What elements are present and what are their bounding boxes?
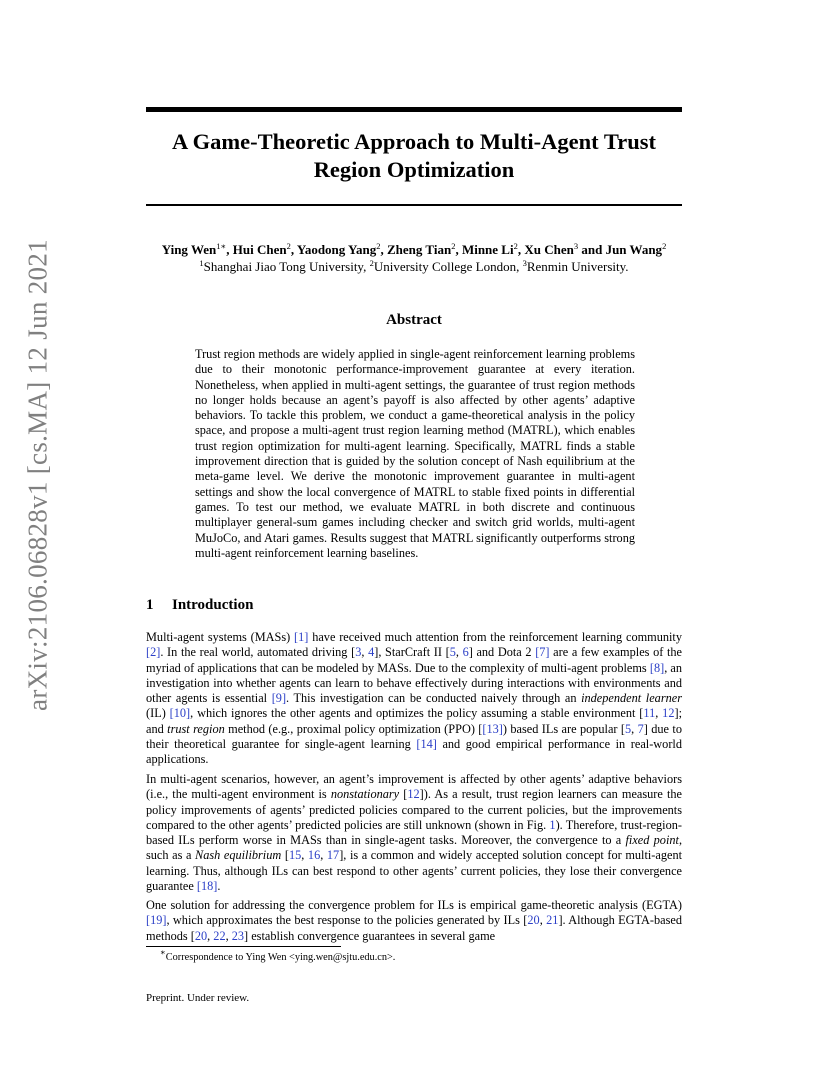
- figure-link[interactable]: 1: [549, 817, 556, 832]
- citation-link[interactable]: 21: [546, 913, 559, 928]
- emphasis: nonstationary: [330, 787, 400, 802]
- author-list: Ying Wen$^{1∗}$, Hui Chen$^2$, Yaodong Yang$^2$, Zheng Tian$^2$, Minne Li$^2$, Xu Chen$^3$ and Jun Wang$^2$: [161, 241, 667, 257]
- section-title: Introduction: [172, 597, 254, 613]
- citation-link[interactable]: [7]: [535, 645, 550, 660]
- citation-link[interactable]: [14]: [416, 737, 437, 752]
- section-number: 1: [146, 597, 154, 613]
- abstract-text: Trust region methods are widely applied in single-agent reinforcement learning problems due to their monotonic performance-improvement guarantee at every iteration. Nonetheless, when applied in multi-agent settings, the guarantee of trust region methods no longer holds because an agent’s payoff is also affected by other agents’ adaptive behaviors. To tackle this problem, we conduct a game-theoretical analysis in the policy space, and propose a multi-agent trust region learning method (MATRL), which enables trust region optimization for multi-agent learning. Specifically, MATRL finds a stable improvement direction that is guided by the solution concept of Nash equilibrium at the meta-game level. We derive the monotonic improvement guarantee in multi-agent settings and show the local convergence of MATRL to stable fixed points in differential games. To test our method, we evaluate MATRL in both discrete and continuous multiplayer general-sum games including checker and switch grid worlds, multi-agent MuJoCo, and Atari games. Results suggest that MATRL significantly outperforms strong multi-agent reinforcement learning baselines.: [195, 347, 635, 560]
- footnote: [160, 947, 396, 964]
- title-line-2: Region Optimization: [313, 157, 515, 182]
- citation-link[interactable]: [10]: [169, 706, 191, 721]
- author-7-affil: 2: [662, 241, 667, 251]
- citation-link[interactable]: 20: [527, 913, 540, 928]
- paragraph-3: One solution for addressing the convergence problem for ILs is empirical game-theoretic analysis (EGTA) [19], which approximates the best response to the policies generated by ILs [20, 21]. Although EGTA-based methods [20, 22, 23] establish convergence guarantees in several game: [146, 898, 682, 943]
- citation-link[interactable]: 4: [368, 645, 375, 660]
- author-and: and: [581, 242, 603, 257]
- citation-link[interactable]: 16: [307, 848, 321, 863]
- emphasis: trust region: [167, 721, 225, 736]
- affil-2: University College London,: [373, 259, 520, 274]
- footnote-text: Correspondence to Ying Wen <ying.wen@sjtu.edu.cn>.: [165, 952, 396, 963]
- affil-2-mark: 2: [369, 258, 374, 268]
- affil-3: Renmin University.: [526, 259, 629, 274]
- citation-link[interactable]: 5: [625, 721, 632, 736]
- title-rule-bottom: [146, 204, 682, 206]
- author-1: Ying Wen: [161, 242, 217, 257]
- paragraph-1: Multi-agent systems (MASs) [1] have received much attention from the reinforcement learning community [2]. In the real world, automated driving [3, 4], StarCraft II [5, 6] and Dota 2 [7] are a few examples of the myriad of applications that can be modeled by MASs. Due to the complexity of multi-agent problems [8], an investigation into whether agents can learn to behave effectively during interactions with environments and other agents is essential [9]. This investigation can be conducted naively through an independent learner (IL) [10], which ignores the other agents and optimizes the policy assuming a stable environment [11, 12]; and trust region method (e.g., proximal policy optimization (PPO) [[13]) based ILs are popular [5, 7] due to their theoretical guarantee for single-agent learning [14] and good empirical performance in real-world applications.: [146, 630, 683, 767]
- citation-link[interactable]: 5: [449, 645, 456, 660]
- abstract-heading: Abstract: [386, 312, 442, 328]
- affil-1: Shanghai Jiao Tong University,: [203, 259, 367, 274]
- abstract-body: [195, 347, 635, 561]
- author-5: Minne Li: [461, 242, 514, 257]
- paper-title: [146, 128, 682, 184]
- citation-link[interactable]: [2]: [146, 645, 161, 660]
- author-2: Hui Chen: [232, 242, 287, 257]
- author-1-affil: 1: [216, 241, 221, 251]
- footnote-mark: ∗: [160, 947, 166, 957]
- affil-3-mark: 3: [522, 258, 527, 268]
- citation-link[interactable]: [13]: [482, 721, 503, 736]
- arxiv-sidebar: [20, 239, 56, 711]
- author-2-affil: 2: [286, 241, 291, 251]
- preprint-notice: Preprint. Under review.: [146, 992, 250, 1004]
- citation-link[interactable]: 11: [643, 706, 656, 721]
- author-3: Yaodong Yang: [296, 242, 377, 257]
- citation-link[interactable]: [9]: [271, 691, 287, 706]
- paragraph-2: In multi-agent scenarios, however, an agent’s improvement is affected by other agents’ adaptive behaviors (i.e., the multi-agent environment is nonstationary [12]). As a result, trust region learners can measure the policy improvements of agents’ predicted policies compared to the current policies, but the improvements compared to the other agents’ predicted policies are still unknown (shown in Fig. 1). Therefore, trust-region-based ILs perform worse in MASs than in single-agent tasks. Moreover, the convergence to a fixed point, such as a Nash equilibrium [15, 16, 17], is a common and widely accepted solution concept for multi-agent learning. Thus, although ILs can best respond to other agents’ current policies, they lose their convergence guarantee [18].: [146, 772, 683, 894]
- emphasis: fixed point: [625, 833, 679, 848]
- citation-link[interactable]: 3: [355, 645, 362, 660]
- author-4-affil: 2: [451, 241, 456, 251]
- citation-link[interactable]: 12: [407, 787, 420, 802]
- citation-link[interactable]: [19]: [146, 913, 167, 928]
- emphasis: Nash equilibrium: [195, 848, 282, 863]
- citation-link[interactable]: 7: [637, 721, 644, 736]
- citation-link[interactable]: [18]: [196, 879, 218, 894]
- affil-1-mark: 1: [199, 258, 204, 268]
- author-6: Xu Chen: [524, 242, 574, 257]
- citation-link[interactable]: 20: [194, 928, 208, 943]
- citation-link[interactable]: 22: [213, 928, 226, 943]
- author-6-affil: 3: [573, 241, 579, 251]
- citation-link[interactable]: 23: [231, 928, 245, 943]
- citation-link[interactable]: [8]: [649, 660, 665, 675]
- arxiv-stamp: arXiv:2106.06828v1 [cs.MA] 12 Jun 2021: [22, 239, 53, 711]
- author-3-affil: 2: [376, 241, 381, 251]
- author-1-corr-mark: ∗: [220, 241, 227, 251]
- citation-link[interactable]: 17: [326, 848, 340, 863]
- citation-link[interactable]: 12: [662, 706, 675, 721]
- citation-link[interactable]: [1]: [294, 630, 309, 644]
- citation-link[interactable]: 15: [288, 848, 302, 863]
- section-heading: [146, 597, 253, 614]
- affiliations: [130, 258, 698, 275]
- author-5-affil: 2: [513, 241, 518, 251]
- emphasis: independent learner: [581, 691, 683, 706]
- author-7: Jun Wang: [605, 242, 663, 257]
- title-rule-top: [146, 107, 682, 112]
- title-line-1: A Game-Theoretic Approach to Multi-Agent Trust: [172, 129, 656, 154]
- footnote-rule: [146, 946, 341, 947]
- author-4: Zheng Tian: [386, 242, 452, 257]
- citation-link[interactable]: 6: [462, 645, 469, 660]
